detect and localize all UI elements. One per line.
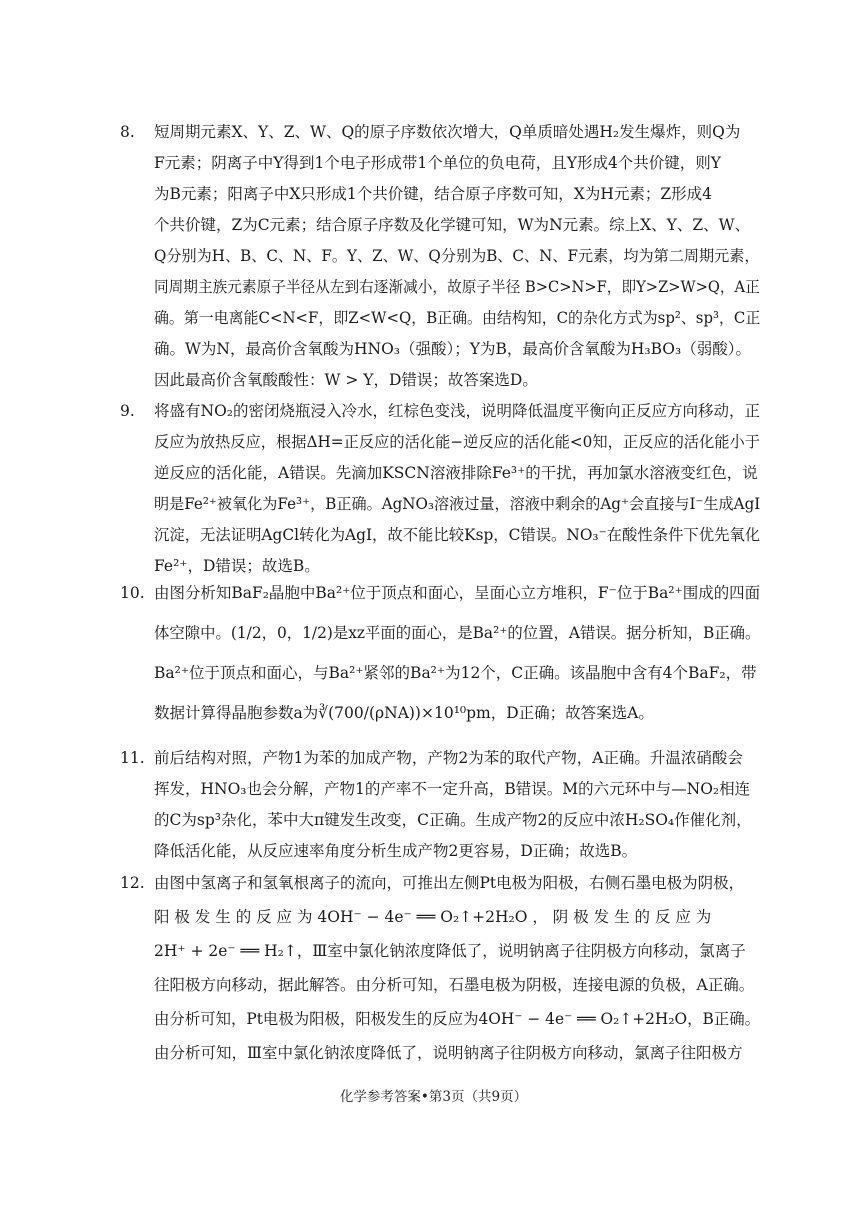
item-line: 将盛有NO₂的密闭烧瓶浸入冷水，红棕色变浅，说明降低温度平衡向正反应方向移动，正 [154, 402, 760, 420]
item-line: 确。第一电离能C<N<F，即Z<W<Q，B正确。由结构知，C的杂化方式为sp²、sp³，C正 [154, 309, 761, 327]
item-line: 降低活化能，从反应速率角度分析生成产物2更容易，D正确；故选B。 [154, 842, 638, 860]
item-line: Ba²⁺位于顶点和面心，与Ba²⁺紧邻的Ba²⁺为12个，C正确。该晶胞中含有4个BaF₂，带 [154, 664, 757, 682]
item-line: Fe²⁺，D错误；故选B。 [154, 557, 320, 575]
item-number: 10. [120, 584, 145, 602]
page-footer: 化学参考答案•第3页（共9页） [339, 1089, 528, 1105]
item-line: 数据计算得晶胞参数a为∛(700/(ρNA))×10¹⁰pm，D正确；故答案选A。 [154, 704, 654, 722]
item-line: 确。W为N，最高价含氧酸为HNO₃（强酸）；Y为B，最高价含氧酸为H₃BO₃（弱酸）。 [154, 340, 751, 358]
item-line: 同周期主族元素原子半径从左到右逐渐减小，故原子半径 B>C>N>F，即Y>Z>W>Q，A正 [154, 278, 760, 296]
item-line: 因此最高价含氧酸酸性：W > Y，D错误；故答案选D。 [154, 371, 538, 389]
item-line: 由分析可知，Ⅲ室中氯化钠浓度降低了，说明钠离子往阴极方向移动，氯离子往阳极方 [154, 1044, 743, 1062]
item-line: 沉淀，无法证明AgCl转化为AgI，故不能比较Ksp，C错误。NO₃⁻在酸性条件下优先氧化 [154, 526, 761, 544]
item-line: 明是Fe²⁺被氧化为Fe³⁺，B正确。AgNO₃溶液过量，溶液中剩余的Ag⁺会直接与I⁻生成AgI [154, 495, 761, 513]
item-line: 由图分析知BaF₂晶胞中Ba²⁺位于顶点和面心，呈面心立方堆积，F⁻位于Ba²⁺围成的四面 [154, 584, 761, 602]
answer-item-12 [120, 868, 760, 1068]
item-line: 由图中氢离子和氢氧根离子的流向，可推出左侧Pt电极为阳极，右侧石墨电极为阴极， [154, 874, 745, 892]
item-line: 由分析可知，Pt电极为阳极，阳极发生的反应为4OH⁻ − 4e⁻ ══ O₂↑+2H₂O，B正确。 [154, 1010, 761, 1028]
item-number: 12. [120, 874, 145, 892]
item-line: 逆反应的活化能，A错误。先滴加KSCN溶液排除Fe³⁺的干扰，再加氯水溶液变红色，说 [154, 464, 758, 482]
answer-item-11 [120, 743, 760, 867]
answer-item-8 [120, 117, 760, 397]
item-line: 短周期元素X、Y、Z、W、Q的原子序数依次增大，Q单质暗处遇H₂发生爆炸，则Q为 [154, 123, 741, 141]
item-line: F元素；阴离子中Y得到1个电子形成带1个单位的负电荷，且Y形成4个共价键，则Y [154, 154, 722, 172]
item-number: 8. [120, 123, 135, 141]
answer-item-9 [120, 396, 760, 582]
item-line: 反应为放热反应，根据ΔH=正反应的活化能−逆反应的活化能<0知，正反应的活化能小于 [154, 433, 761, 451]
item-line: 挥发，HNO₃也会分解，产物1的产率不一定升高，B错误。M的六元环中与—NO₂相连 [154, 780, 751, 798]
item-line: 阳 极 发 生 的 反 应 为 4OH⁻ − 4e⁻ ══ O₂↑+2H₂O ， 阴 极 发 生 的 反 应 为 [154, 908, 712, 926]
item-line: 为B元素；阳离子中X只形成1个共价键，结合原子序数可知，X为H元素；Z形成4 [154, 185, 712, 203]
item-number: 11. [120, 749, 145, 767]
answer-item-10 [120, 578, 760, 728]
item-line: 前后结构对照，产物1为苯的加成产物，产物2为苯的取代产物，A正确。升温浓硝酸会 [154, 749, 743, 767]
item-line: Q分别为H、B、C、N、F。Y、Z、W、Q分别为B、C、N、F元素，均为第二周期元素， [154, 247, 760, 265]
item-line: 的C为sp³杂化，苯中大π键发生改变，C正确。生成产物2的反应中浓H₂SO₄作催化剂， [154, 811, 752, 829]
item-line: 往阳极方向移动，据此解答。由分析可知，石墨电极为阴极，连接电源的负极，A正确。 [154, 976, 755, 994]
item-line: 体空隙中。(1/2，0，1/2)是xz平面的面心，是Ba²⁺的位置，A错误。据分析知，B正确。 [154, 624, 761, 642]
item-line: 2H⁺ + 2e⁻ ══ H₂↑，Ⅲ室中氯化钠浓度降低了，说明钠离子往阴极方向移动，氯离子 [154, 942, 746, 960]
item-line: 个共价键，Z为C元素；结合原子序数及化学键可知，W为N元素。综上X、Y、Z、W、 [154, 216, 751, 234]
item-number: 9. [120, 402, 135, 420]
